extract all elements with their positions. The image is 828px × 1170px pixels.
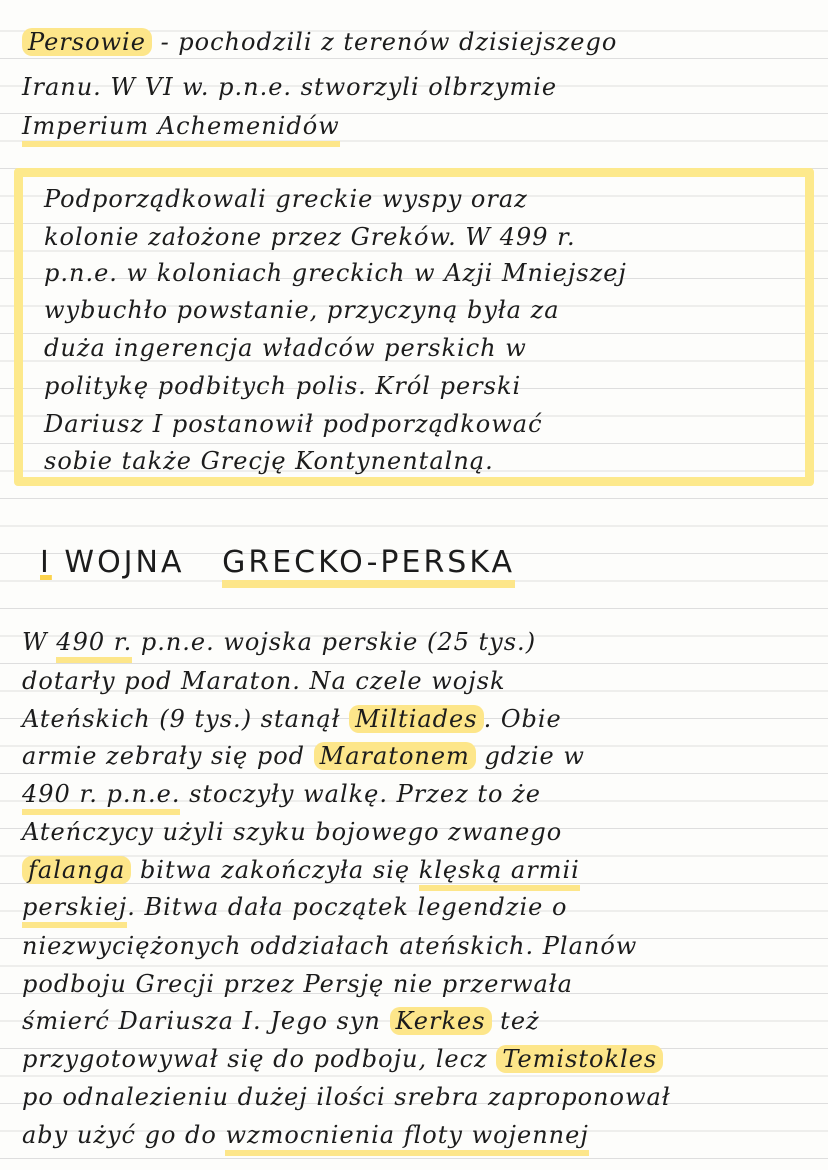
war-line-13: po odnalezieniu dużej ilości srebra zaproponował bbox=[22, 1083, 671, 1111]
term-maratonem: Maratonem bbox=[314, 742, 476, 770]
term-date-490: 490 r. bbox=[56, 628, 132, 663]
box-line-6: politykę podbitych polis. Król perski bbox=[44, 372, 522, 400]
term-kleska: klęską armii bbox=[419, 856, 580, 891]
war-l3b: . Obie bbox=[483, 705, 562, 733]
box-line-7: Dariusz I postanowił podporządkować bbox=[44, 410, 543, 438]
intro-line-1 bbox=[22, 28, 617, 56]
term-persowie: Persowie bbox=[22, 28, 152, 56]
term-falanga: falanga bbox=[22, 856, 131, 884]
box-line-3: p.n.e. w koloniach greckich w Azji Mniejszej bbox=[44, 259, 627, 287]
box-line-4: wybuchło powstanie, przyczyną była za bbox=[44, 296, 560, 324]
box-line-1: Podporządkowali greckie wyspy oraz bbox=[44, 185, 528, 213]
war-line-4 bbox=[22, 742, 585, 770]
term-miltiades: Miltiades bbox=[349, 705, 483, 733]
war-l11a: śmierć Dariusza I. Jego syn bbox=[22, 1007, 390, 1035]
war-line-10: podboju Grecji przez Persję nie przerwała bbox=[22, 970, 573, 998]
war-l11b: też bbox=[491, 1007, 540, 1035]
box-line-2: kolonie założone przez Greków. W 499 r. bbox=[44, 223, 576, 251]
war-line-6: Ateńczycy użyli szyku bojowego zwanego bbox=[22, 818, 563, 846]
war-l5b: stoczyły walkę. Przez to że bbox=[180, 780, 541, 808]
section-heading bbox=[40, 545, 515, 580]
war-line-3 bbox=[22, 705, 562, 733]
war-line-2: dotarły pod Maraton. Na czele wojsk bbox=[22, 667, 506, 695]
heading-word-1: WOJNA bbox=[64, 545, 185, 580]
term-temistokles: Temistokles bbox=[496, 1045, 663, 1073]
war-l1b: p.n.e. wojska perskie (25 tys.) bbox=[132, 628, 537, 656]
intro-line-2: Iranu. W VI w. p.n.e. stworzyli olbrzymie bbox=[22, 73, 558, 101]
term-kserkses: Kerkes bbox=[390, 1007, 492, 1035]
war-l4b: gdzie w bbox=[475, 742, 585, 770]
war-l4a: armie zebrały się pod bbox=[22, 742, 314, 770]
war-l7b: bitwa zakończyła się bbox=[131, 856, 419, 884]
intro-line-3 bbox=[22, 112, 340, 140]
war-l3a: Ateńskich (9 tys.) stanął bbox=[22, 705, 350, 733]
term-date-490b: 490 r. p.n.e. bbox=[22, 780, 180, 815]
war-line-5 bbox=[22, 780, 541, 808]
war-l8b: . Bitwa dała początek legendzie o bbox=[127, 893, 568, 921]
heading-word-2: GRECKO-PERSKA bbox=[222, 545, 515, 588]
term-imperium: Imperium Achemenidów bbox=[22, 112, 340, 147]
war-line-7 bbox=[22, 856, 580, 884]
war-l14a: aby użyć go do bbox=[22, 1121, 226, 1149]
war-line-14 bbox=[22, 1121, 589, 1149]
war-line-12 bbox=[22, 1045, 663, 1073]
highlight-box bbox=[14, 168, 814, 486]
war-line-9: niezwyciężonych oddziałach ateńskich. Planów bbox=[22, 932, 638, 960]
term-perskiej: perskiej bbox=[22, 893, 127, 928]
heading-number: I bbox=[40, 545, 52, 580]
war-line-8 bbox=[22, 893, 567, 921]
war-line-11 bbox=[22, 1007, 540, 1035]
box-line-8: sobie także Grecję Kontynentalną. bbox=[44, 447, 494, 475]
term-wzmocnienia: wzmocnienia floty wojennej bbox=[225, 1121, 588, 1156]
box-line-5: duża ingerencja władców perskich w bbox=[44, 334, 527, 362]
war-line-1 bbox=[22, 628, 536, 656]
war-l1a: W bbox=[22, 628, 57, 656]
war-l12a: przygotowywał się do podboju, lecz bbox=[22, 1045, 497, 1073]
intro-text-1: - pochodzili z terenów dzisiejszego bbox=[151, 28, 618, 56]
